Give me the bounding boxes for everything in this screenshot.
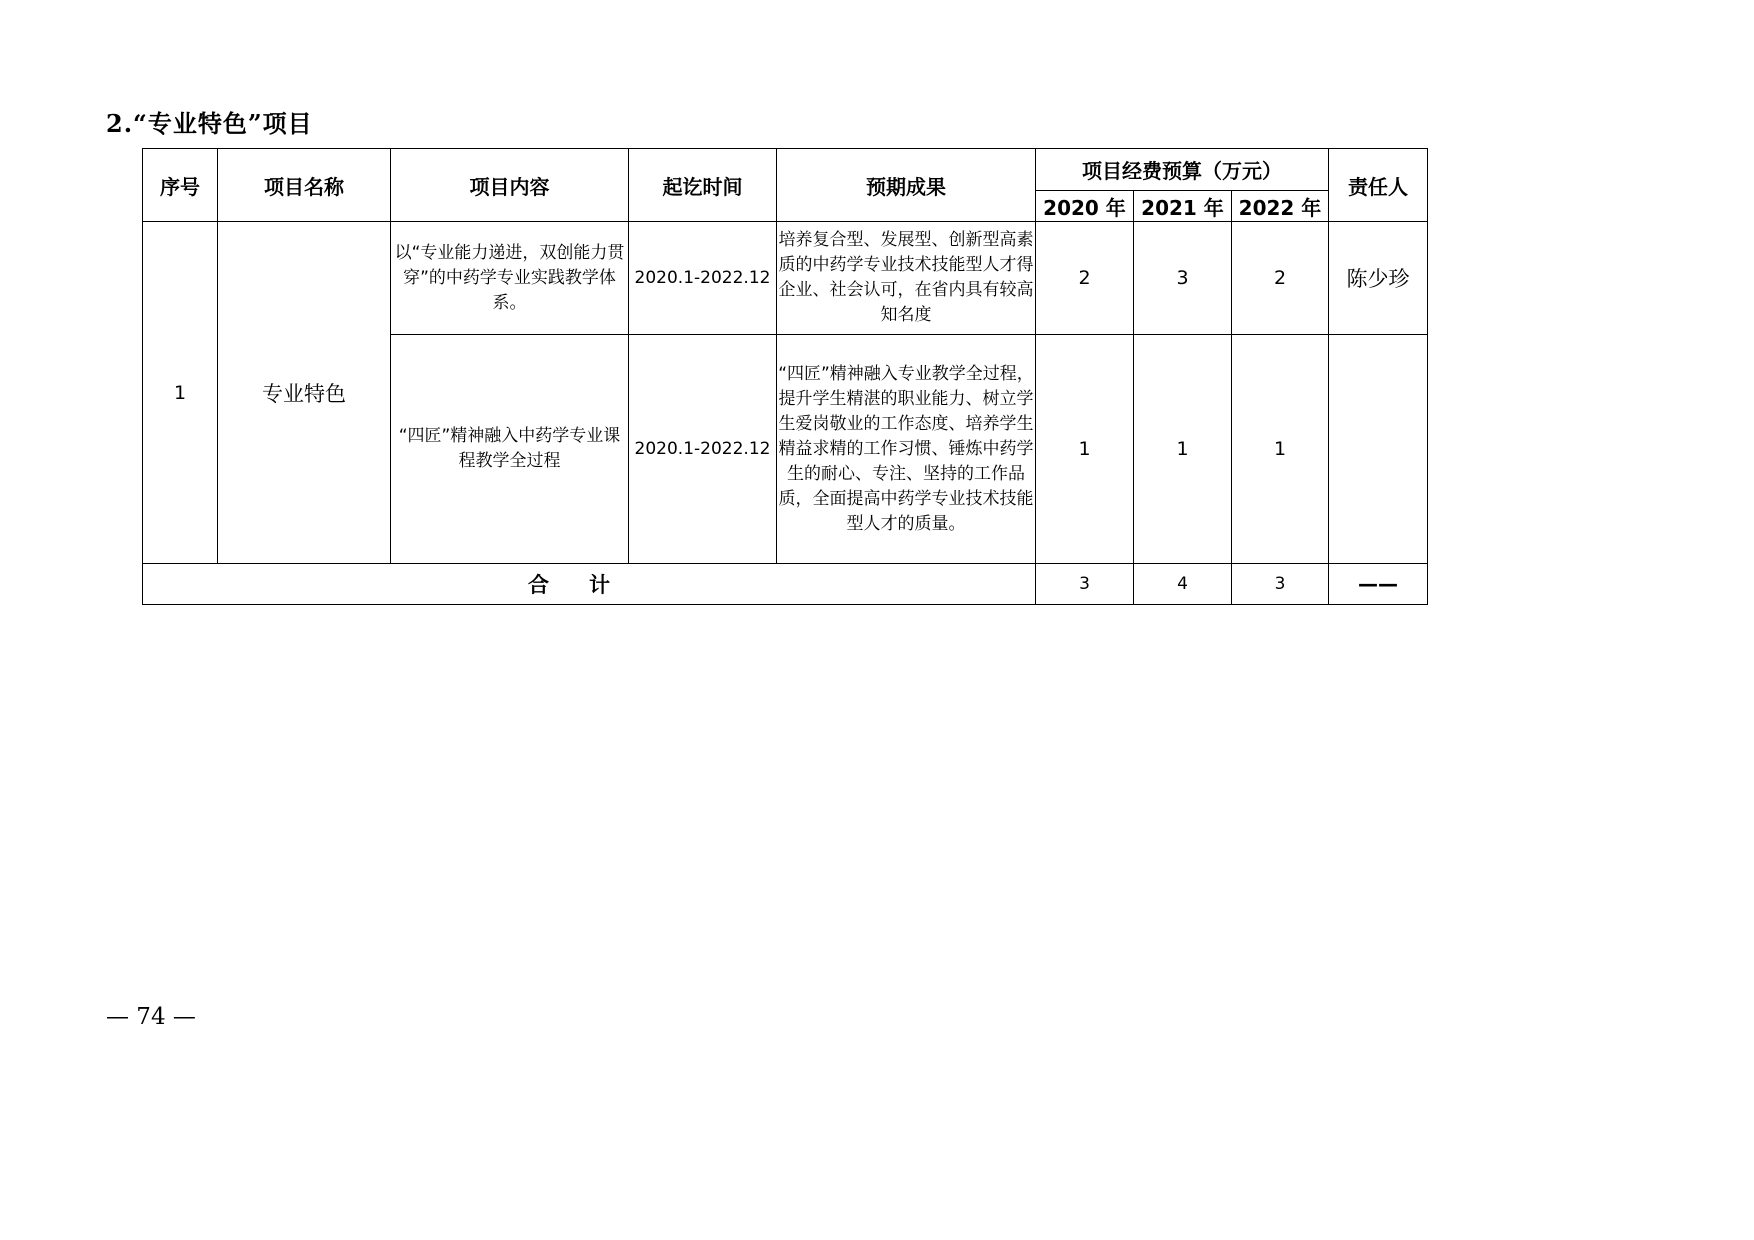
header-owner: 责任人 xyxy=(1329,149,1428,222)
total-2022: 3 xyxy=(1232,564,1329,605)
total-row xyxy=(143,564,1428,605)
header-year-2021: 2021 年 xyxy=(1134,191,1232,222)
budget-2021: 3 xyxy=(1134,222,1232,335)
budget-2021: 1 xyxy=(1134,335,1232,564)
budget-2020: 1 xyxy=(1036,335,1134,564)
header-year-2022: 2022 年 xyxy=(1232,191,1329,222)
project-period: 2020.1-2022.12 xyxy=(629,222,777,335)
header-outcome: 预期成果 xyxy=(777,149,1036,222)
total-owner: —— xyxy=(1329,564,1428,605)
header-period: 起讫时间 xyxy=(629,149,777,222)
page-number: — 74 — xyxy=(106,1004,196,1030)
total-label: 合计 xyxy=(143,564,1036,605)
header-seq: 序号 xyxy=(143,149,218,222)
project-owner: 陈少珍 xyxy=(1329,222,1428,335)
project-period: 2020.1-2022.12 xyxy=(629,335,777,564)
project-seq: 1 xyxy=(143,222,218,564)
budget-2020: 2 xyxy=(1036,222,1134,335)
section-title: 2.“专业特色”项目 xyxy=(106,109,313,138)
project-outcome: “四匠”精神融入专业教学全过程，提升学生精湛的职业能力、树立学生爱岗敬业的工作态度、培养学生精益求精的工作习惯、锤炼中药学生的耐心、专注、坚持的工作品质，全面提高中药学专业技术技能型人才的质量。 xyxy=(777,335,1036,564)
header-year-2020: 2020 年 xyxy=(1036,191,1134,222)
project-content: 以“专业能力递进，双创能力贯穿”的中药学专业实践教学体系。 xyxy=(391,222,629,335)
project-content: “四匠”精神融入中药学专业课程教学全过程 xyxy=(391,335,629,564)
budget-2022: 1 xyxy=(1232,335,1329,564)
total-2020: 3 xyxy=(1036,564,1134,605)
header-name: 项目名称 xyxy=(218,149,391,222)
header-budget: 项目经费预算（万元） xyxy=(1036,149,1329,191)
header-row xyxy=(143,149,1428,191)
project-owner xyxy=(1329,335,1428,564)
project-table xyxy=(142,148,1428,605)
project-name: 专业特色 xyxy=(218,222,391,564)
total-2021: 4 xyxy=(1134,564,1232,605)
budget-2022: 2 xyxy=(1232,222,1329,335)
project-outcome: 培养复合型、发展型、创新型高素质的中药学专业技术技能型人才得企业、社会认可，在省内具有较高知名度 xyxy=(777,222,1036,335)
header-content: 项目内容 xyxy=(391,149,629,222)
table-row xyxy=(143,222,1428,335)
